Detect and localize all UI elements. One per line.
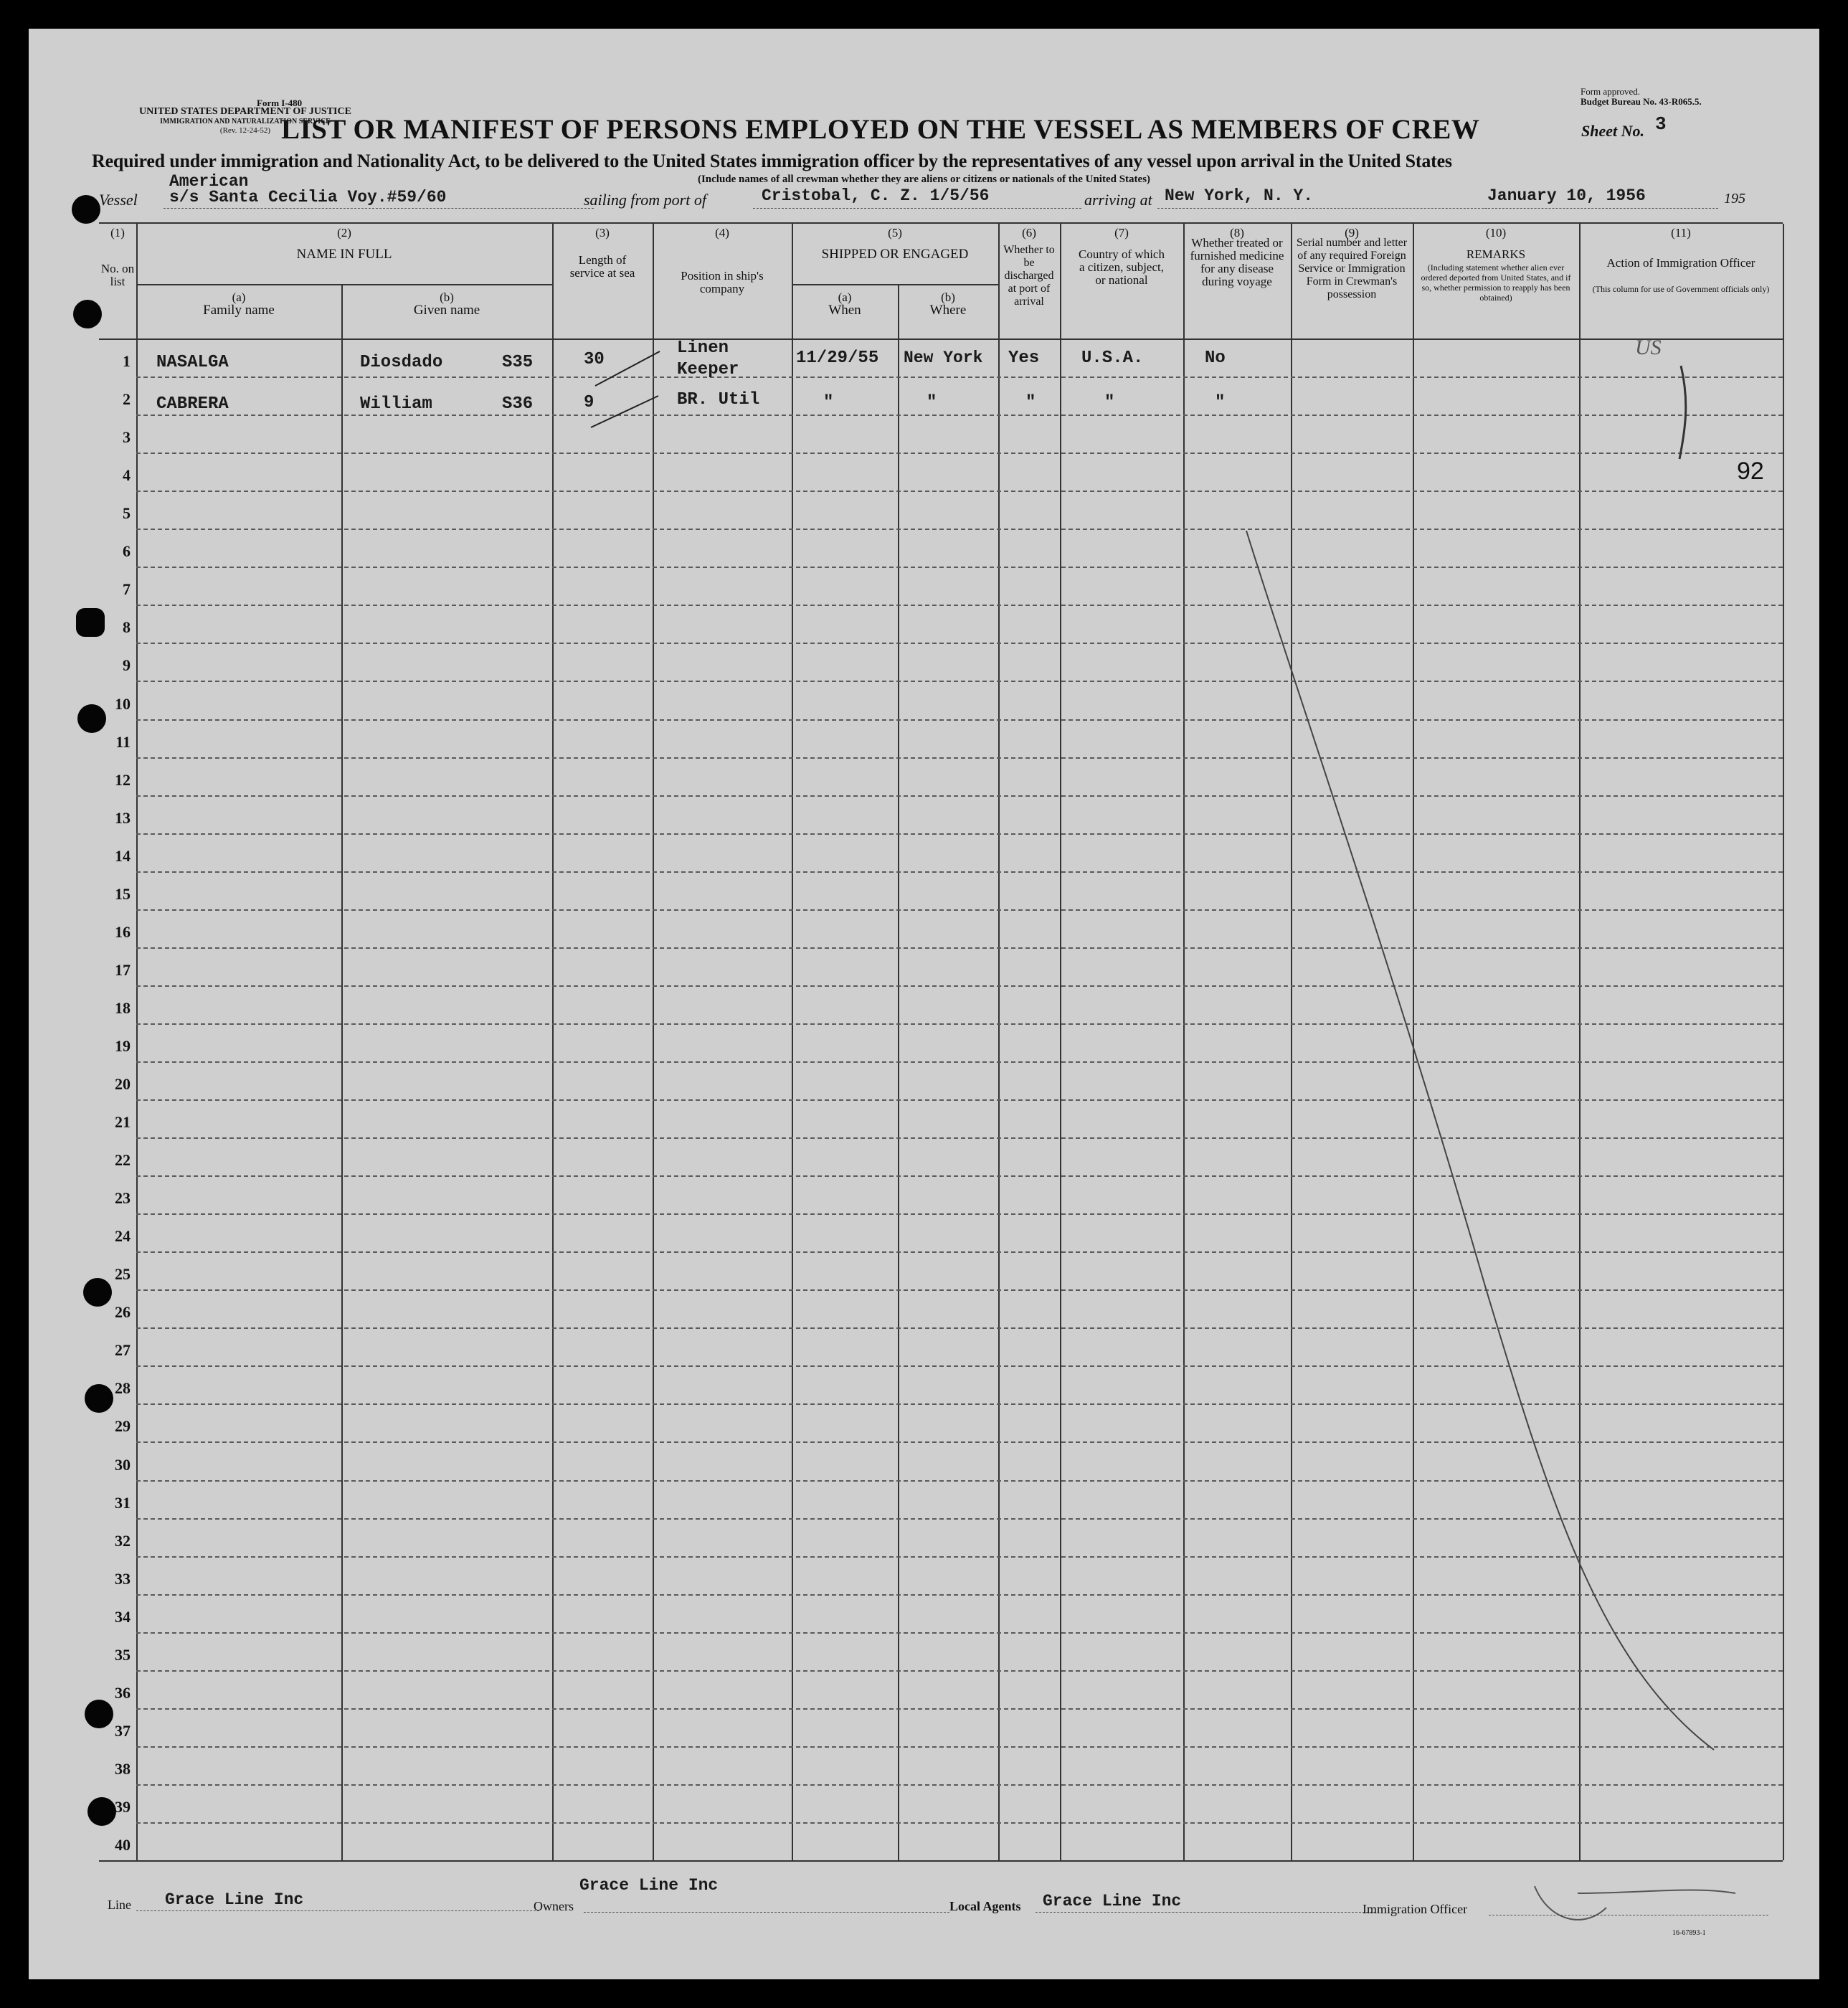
row-number: 9 xyxy=(123,656,131,674)
row-number: 22 xyxy=(115,1151,131,1169)
row-number: 25 xyxy=(115,1265,131,1283)
position-line1: BR. Util xyxy=(677,390,760,409)
row-number: 19 xyxy=(115,1037,131,1055)
given-name: William xyxy=(360,394,432,414)
vessel-label: Vessel xyxy=(99,191,138,209)
crew-code: S36 xyxy=(502,394,534,414)
arriving-at: New York, N. Y. xyxy=(1165,186,1314,205)
row-number: 26 xyxy=(115,1303,131,1321)
row-number: 39 xyxy=(115,1798,131,1816)
year-suffix: 195 xyxy=(1724,191,1745,207)
col2a-number: (a) xyxy=(232,290,246,304)
col5b-number: (b) xyxy=(941,290,955,304)
col4-header: Position in ship's company xyxy=(681,269,764,295)
owners-underline xyxy=(584,1912,949,1913)
agents-value: Grace Line Inc xyxy=(1043,1892,1182,1910)
country: U.S.A. xyxy=(1081,349,1144,368)
line-value: Grace Line Inc xyxy=(165,1890,304,1909)
form-approved: Form approved. xyxy=(1581,86,1641,97)
budget-bureau: Budget Bureau No. 43-R065.5. xyxy=(1581,96,1702,107)
department: UNITED STATES DEPARTMENT OF JUSTICE xyxy=(139,106,351,117)
row-number: 13 xyxy=(115,809,131,827)
shipped-where: New York xyxy=(904,349,983,367)
medicine: No xyxy=(1205,349,1226,368)
row-number: 15 xyxy=(115,885,131,903)
revision: (Rev. 12-24-52) xyxy=(219,126,271,135)
col11-number: (11) xyxy=(1671,226,1691,240)
col6-header: Whether to be discharged at port of arrival xyxy=(1003,244,1055,308)
col3-number: (3) xyxy=(595,226,610,240)
discharged: " xyxy=(1025,393,1036,412)
given-name: Diosdado xyxy=(360,353,443,372)
note: (Include names of all crewman whether they are aliens or citizens or nationals of the United States) xyxy=(697,174,1151,185)
row-number: 2 xyxy=(123,390,131,408)
row-number: 29 xyxy=(115,1417,131,1435)
sheet-number: 3 xyxy=(1655,113,1667,135)
col8-header: Whether treated or furnished medicine for any disease during voyage xyxy=(1190,236,1284,288)
family-name: CABRERA xyxy=(156,394,229,414)
row-number: 33 xyxy=(115,1570,131,1588)
col5a-header: When xyxy=(828,303,861,318)
row-number: 35 xyxy=(115,1646,131,1664)
row-number: 12 xyxy=(115,771,131,789)
col1-number: (1) xyxy=(110,226,125,240)
row-number: 11 xyxy=(115,733,131,751)
arriving-label: arriving at xyxy=(1084,191,1152,209)
margin-annotation: 92 xyxy=(1737,458,1764,485)
position-line2: Keeper xyxy=(677,360,739,379)
owners-label: Owners xyxy=(534,1899,574,1913)
country: " xyxy=(1104,393,1115,412)
shipped-when: " xyxy=(823,393,834,412)
col2b-number: (b) xyxy=(440,290,454,304)
row-number: 18 xyxy=(115,999,131,1017)
row-number: 38 xyxy=(115,1760,131,1778)
line-label: Line xyxy=(108,1898,131,1912)
col11-header: Action of Immigration Officer xyxy=(1606,256,1755,270)
officer-tick-mark xyxy=(1679,366,1686,459)
row-number: 14 xyxy=(115,847,131,865)
row-number: 27 xyxy=(115,1341,131,1359)
row-number: 8 xyxy=(123,618,131,636)
shipped-where: " xyxy=(927,393,937,412)
row-number: 4 xyxy=(123,466,131,484)
col2a-header: Family name xyxy=(203,303,275,318)
crew-code: S35 xyxy=(502,353,534,372)
position-line1: Linen xyxy=(677,338,729,358)
col10-note: (Including statement whether alien ever ordered deported from United States, and if so, whether permission to reapply has been obtained) xyxy=(1421,262,1571,303)
col4-number: (4) xyxy=(715,226,729,240)
print-code: 16-67893-1 xyxy=(1672,1929,1706,1937)
col10-header: REMARKS xyxy=(1466,247,1526,261)
row-number: 16 xyxy=(115,923,131,941)
col11-note: (This column for use of Government officials only) xyxy=(1592,284,1770,294)
manifest-sheet xyxy=(29,29,1819,1979)
row-number: 23 xyxy=(115,1189,131,1207)
row-number: 40 xyxy=(115,1836,131,1854)
service-length: 30 xyxy=(584,350,605,369)
officer-mark: US xyxy=(1635,336,1662,359)
col1-header: No. on list xyxy=(100,262,135,288)
pencil-marks xyxy=(29,29,1819,1979)
family-name: NASALGA xyxy=(156,353,229,372)
row-number: 34 xyxy=(115,1608,131,1626)
row-number: 37 xyxy=(115,1722,131,1740)
row-number: 32 xyxy=(115,1532,131,1550)
col2-header: NAME IN FULL xyxy=(296,247,392,262)
page-title: LIST OR MANIFEST OF PERSONS EMPLOYED ON THE VESSEL AS MEMBERS OF CREW xyxy=(281,114,1480,145)
row-number: 5 xyxy=(123,504,131,522)
medicine: " xyxy=(1215,393,1226,412)
discharged: Yes xyxy=(1008,349,1040,368)
agents-underline xyxy=(1036,1912,1375,1913)
col5-header: SHIPPED OR ENGAGED xyxy=(821,247,969,262)
row-number: 30 xyxy=(115,1456,131,1474)
line-underline xyxy=(136,1910,539,1911)
row-number: 1 xyxy=(123,352,131,370)
row-number: 21 xyxy=(115,1113,131,1131)
col10-number: (10) xyxy=(1485,226,1507,240)
row-number: 7 xyxy=(123,580,131,598)
col5-number: (5) xyxy=(888,226,902,240)
row-number: 36 xyxy=(115,1684,131,1702)
row-number: 20 xyxy=(115,1075,131,1093)
vessel-nationality: American xyxy=(169,172,249,191)
row-number: 3 xyxy=(123,428,131,446)
col9-header: Serial number and letter of any required Foreign Service or Immigration Form in Crewman's possession xyxy=(1296,237,1408,300)
col8-number: (8) xyxy=(1230,226,1244,240)
owners-value: Grace Line Inc xyxy=(579,1876,719,1895)
col9-number: (9) xyxy=(1345,226,1359,240)
sheet-label: Sheet No. xyxy=(1581,122,1644,140)
row-number: 31 xyxy=(115,1494,131,1512)
agents-label: Local Agents xyxy=(949,1899,1021,1913)
col6-number: (6) xyxy=(1022,226,1036,240)
row-number: 24 xyxy=(115,1227,131,1245)
shipped-when: 11/29/55 xyxy=(796,349,879,368)
service-strike-mark xyxy=(595,351,660,386)
form-number: Form I-480 xyxy=(257,98,303,108)
col7-header: Country of which a citizen, subject, or national xyxy=(1079,247,1165,287)
row-number: 28 xyxy=(115,1379,131,1397)
sailing-label: sailing from port of xyxy=(584,191,706,209)
subtitle: Required under immigration and Nationality Act, to be delivered to the United States immigration officer by the representatives of any vessel upon arrival in the United States xyxy=(92,151,1452,171)
arrival-date: January 10, 1956 xyxy=(1487,186,1646,205)
service: IMMIGRATION AND NATURALIZATION SERVICE xyxy=(160,118,331,126)
col7-number: (7) xyxy=(1114,226,1129,240)
sailing-from: Cristobal, C. Z. 1/5/56 xyxy=(762,186,990,205)
pencil-stroke xyxy=(1246,531,1714,1750)
row-number: 10 xyxy=(115,695,131,713)
officer-label: Immigration Officer xyxy=(1363,1902,1468,1916)
row-number: 17 xyxy=(115,961,131,979)
service-length: 9 xyxy=(584,393,594,412)
vessel-name: s/s Santa Cecilia Voy.#59/60 xyxy=(169,188,447,207)
row-number: 6 xyxy=(123,542,131,560)
col3-header: Length of service at sea xyxy=(569,253,635,280)
service-strike-mark xyxy=(591,396,658,427)
col2-number: (2) xyxy=(337,226,351,240)
col5a-number: (a) xyxy=(838,290,852,304)
col2b-header: Given name xyxy=(413,303,480,318)
col5b-header: Where xyxy=(929,303,967,318)
